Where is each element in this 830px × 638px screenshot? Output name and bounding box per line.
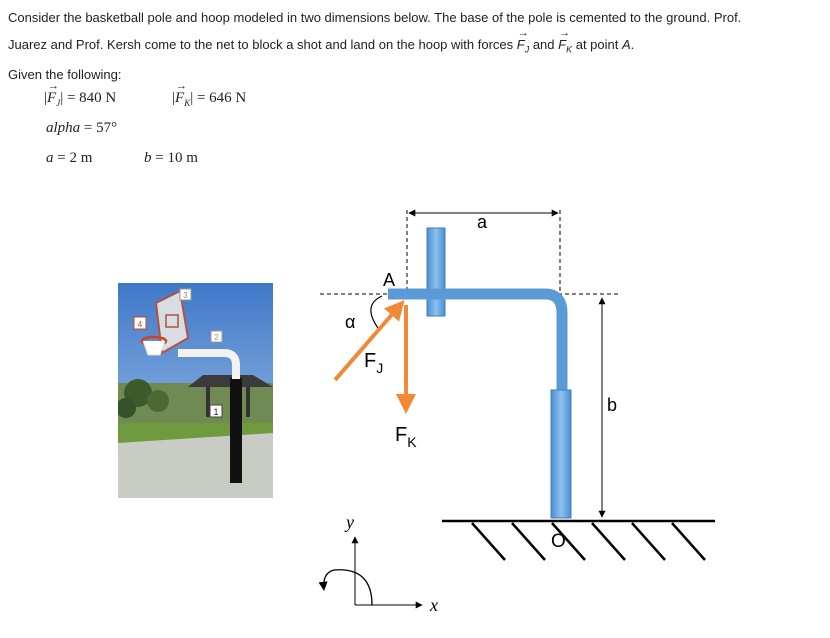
alpha-label: α: [345, 312, 356, 332]
fk-vector-symbol: → $F_K$: [558, 37, 572, 55]
svg-text:2: 2: [214, 333, 219, 342]
force-fk-label: $F_K$: [395, 424, 417, 450]
svg-text:4: 4: [137, 320, 143, 329]
given-fk: |→ $F_K| = 646$ N: [172, 90, 246, 108]
point-a-label: A: [383, 270, 396, 290]
b-value: = 10 m: [155, 150, 198, 166]
pole-lower: [551, 390, 571, 518]
backboard: [427, 228, 445, 316]
svg-text:1: 1: [213, 407, 219, 417]
dimension-b-label: b: [607, 395, 618, 415]
hoop-arm: [388, 294, 562, 390]
given-alpha: [46, 120, 117, 137]
hoop-model-diagram: [300, 195, 730, 635]
intro-text-a: Juarez and Prof. Kersh come to the net to block a shot and land on the hoop with forces: [8, 37, 517, 52]
b-label: b: [144, 150, 152, 166]
ground-hatching: [442, 521, 715, 560]
intro-text-c: at point: [572, 37, 622, 52]
intro-line-2: [8, 37, 634, 55]
a-value: = 2 m: [57, 150, 93, 166]
given-a: [46, 150, 92, 167]
alpha-angle-arc: [371, 296, 382, 328]
y-axis-label: y: [346, 512, 354, 532]
intro-text-end: .: [630, 37, 635, 52]
svg-text:3: 3: [183, 291, 188, 300]
photo-label-2: [211, 331, 222, 342]
dimension-a-label: a: [476, 212, 488, 232]
fk-value: = 646 N: [196, 90, 247, 106]
photo-label-4: [134, 317, 146, 329]
photo-label-1: [210, 405, 222, 417]
origin-label: O: [551, 531, 566, 552]
fj-vector-symbol: → $F_J$: [517, 37, 529, 55]
point-a-symbol: A: [621, 37, 631, 52]
alpha-label: alpha: [46, 120, 81, 136]
intro-text-b: and: [529, 37, 559, 52]
alpha-value: = 57°: [83, 120, 118, 136]
given-b: [144, 150, 198, 167]
photo-label-3: [180, 289, 191, 300]
given-fj: |→ $F_J| = 840$ N: [44, 90, 116, 108]
a-label: a: [46, 150, 54, 166]
fj-value: = 840 N: [66, 90, 117, 106]
x-axis-label: x: [430, 595, 438, 615]
force-fj-label: $F_J$: [364, 350, 384, 376]
given-heading: Given the following:: [8, 67, 122, 82]
basketball-pole-photo: [118, 283, 273, 498]
coordinate-axes: [324, 537, 422, 605]
intro-line-1: Consider the basketball pole and hoop modeled in two dimensions below. The base of the pole is cemented to the ground. Prof.: [8, 10, 742, 25]
